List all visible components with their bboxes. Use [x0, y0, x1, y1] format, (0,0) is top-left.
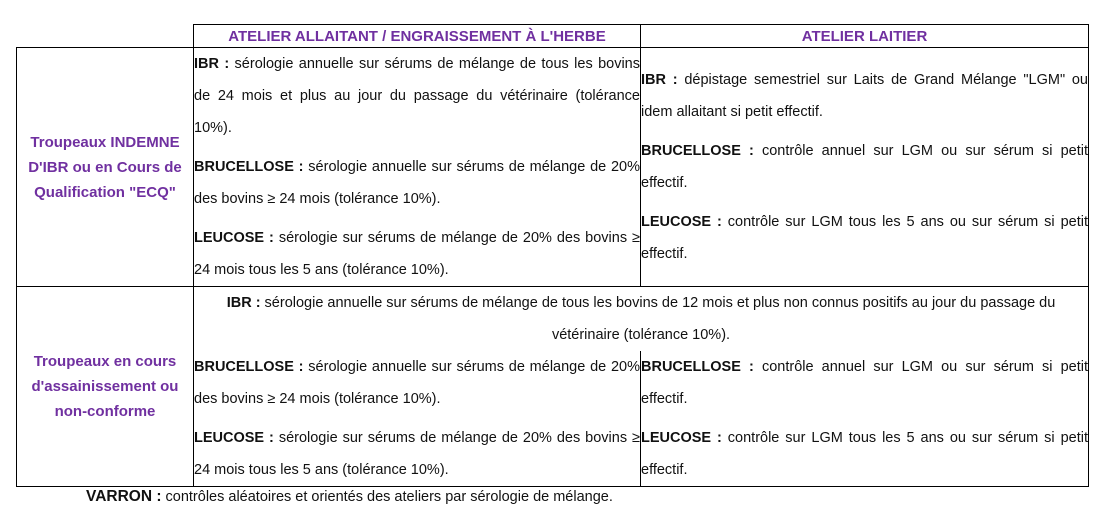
table-row-indemne — [17, 48, 1089, 287]
paragraph-text: sérologie annuelle sur sérums de mélange de 20% des bovins ≥ 24 mois (tolérance 10%). — [194, 159, 641, 207]
paragraph-text: contrôle annuel sur LGM ou sur sérum si petit effectif. — [641, 143, 1089, 191]
row-label-indemne: Troupeaux INDEMNE D'IBR ou en Cours de Qualification "ECQ" — [17, 48, 194, 287]
disease-label-leucose: LEUCOSE : — [641, 214, 722, 230]
prophylaxis-table — [16, 24, 1089, 487]
cell-indemne-laitier — [641, 48, 1089, 287]
disease-label-ibr: IBR : — [194, 56, 230, 72]
footer-text: contrôles aléatoires et orientés des ateliers par sérologie de mélange. — [161, 489, 613, 505]
disease-label-varron: VARRON : — [86, 488, 162, 505]
table-header-row — [17, 25, 1089, 48]
disease-label-ibr: IBR : — [226, 295, 261, 311]
header-atelier-laitier: ATELIER LAITIER — [641, 25, 1089, 48]
paragraph-leucose — [194, 222, 640, 286]
paragraph-ibr — [194, 287, 1088, 351]
paragraph-brucellose — [641, 351, 1088, 415]
paragraph-text: dépistage semestriel sur Laits de Grand Mélange "LGM" ou idem allaitant si petit effectif. — [641, 72, 1088, 120]
paragraph-text: sérologie sur sérums de mélange de 20% des bovins ≥ 24 mois tous les 5 ans (tolérance 10%). — [194, 430, 640, 478]
footer-varron-note — [86, 486, 613, 508]
disease-label-brucellose: BRUCELLOSE : — [641, 359, 754, 375]
header-atelier-allaitant: ATELIER ALLAITANT / ENGRAISSEMENT À L'HERBE — [194, 25, 641, 48]
paragraph-brucellose — [641, 135, 1088, 199]
paragraph-brucellose — [194, 151, 640, 215]
paragraph-ibr — [194, 48, 640, 144]
paragraph-leucose — [194, 422, 640, 486]
cell-assainissement-allaitant — [194, 351, 641, 487]
table-row-assainissement — [17, 287, 1089, 352]
paragraph-text: contrôle annuel sur LGM ou sur sérum si petit effectif. — [641, 359, 1089, 407]
disease-label-brucellose: BRUCELLOSE : — [194, 159, 304, 175]
paragraph-text: contrôle sur LGM tous les 5 ans ou sur sérum si petit effectif. — [641, 430, 1088, 478]
paragraph-text: sérologie annuelle sur sérums de mélange de tous les bovins de 24 mois et plus au jour du passage du vétérinaire (tolérance 10%). — [194, 56, 640, 136]
paragraph-text: contrôle sur LGM tous les 5 ans ou sur sérum si petit effectif. — [641, 214, 1088, 262]
paragraph-brucellose — [194, 351, 640, 415]
disease-label-leucose: LEUCOSE : — [194, 230, 274, 246]
header-corner-cell — [17, 25, 194, 48]
paragraph-ibr — [641, 64, 1088, 128]
cell-assainissement-laitier — [641, 351, 1089, 487]
disease-label-leucose: LEUCOSE : — [641, 430, 722, 446]
paragraph-leucose — [641, 422, 1088, 486]
disease-label-ibr: IBR : — [641, 72, 678, 88]
cell-indemne-allaitant — [194, 48, 641, 287]
disease-label-leucose: LEUCOSE : — [194, 430, 274, 446]
disease-label-brucellose: BRUCELLOSE : — [194, 359, 304, 375]
paragraph-text: sérologie annuelle sur sérums de mélange de tous les bovins de 12 mois et plus non connus positifs au jour du passage du vétérinaire (tolérance 10%). — [260, 295, 1056, 343]
paragraph-text: sérologie sur sérums de mélange de 20% des bovins ≥ 24 mois tous les 5 ans (tolérance 10%). — [194, 230, 640, 278]
paragraph-leucose — [641, 206, 1088, 270]
disease-label-brucellose: BRUCELLOSE : — [641, 143, 754, 159]
paragraph-text: sérologie annuelle sur sérums de mélange de 20% des bovins ≥ 24 mois (tolérance 10%). — [194, 359, 641, 407]
cell-assainissement-shared — [194, 287, 1089, 352]
row-label-assainissement: Troupeaux en cours d'assainissement ou non-conforme — [17, 287, 194, 487]
